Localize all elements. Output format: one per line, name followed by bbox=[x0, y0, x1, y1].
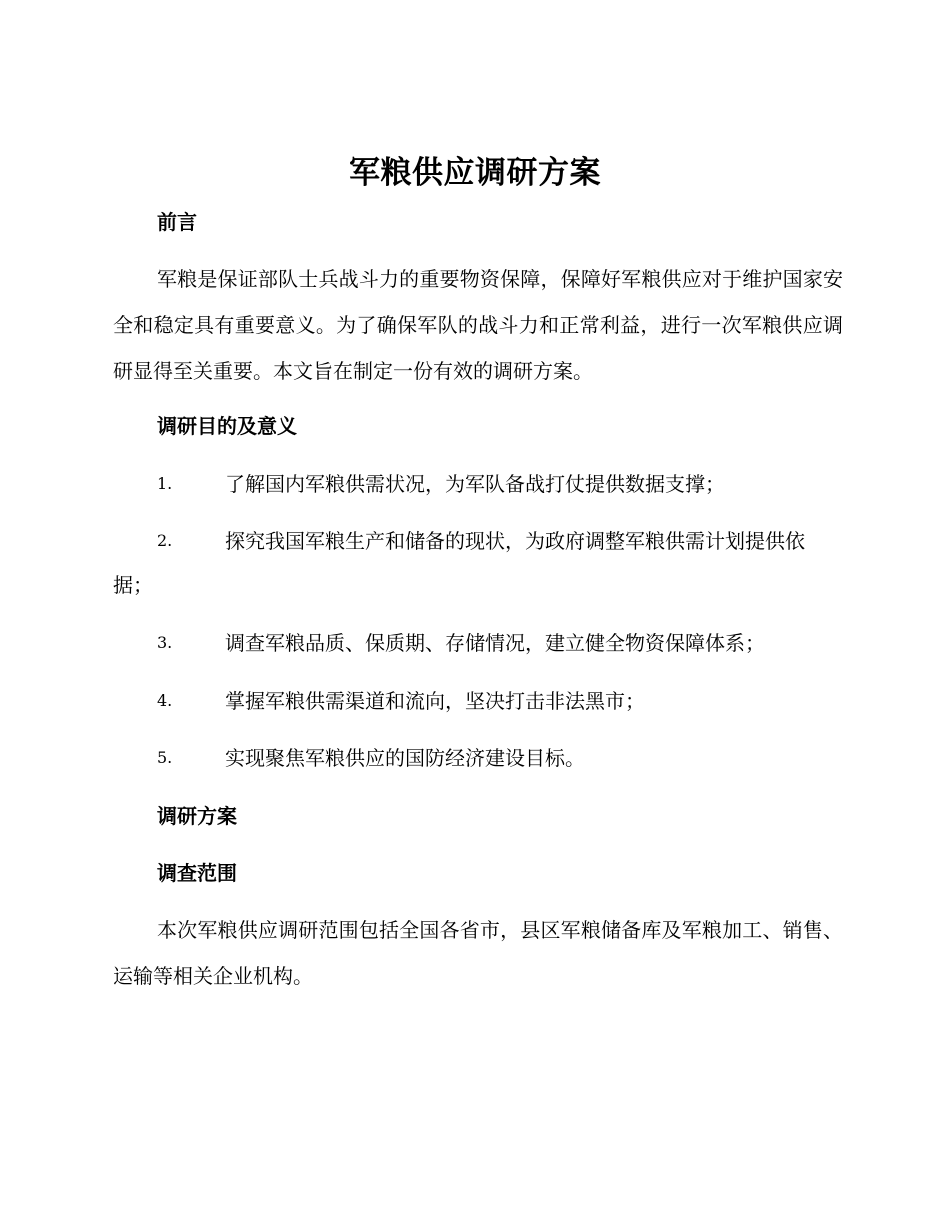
list-item-text: 调查军粮品质、保质期、存储情况，建立健全物资保障体系； bbox=[225, 631, 765, 655]
list-item-number: 5. bbox=[157, 748, 173, 767]
section-heading-purpose: 调研目的及意义 bbox=[157, 414, 297, 438]
document-title: 军粮供应调研方案 bbox=[349, 155, 601, 191]
list-item-text: 探究我国军粮生产和储备的现状，为政府调整军粮供需计划提供依据； bbox=[113, 529, 805, 597]
preface-paragraph: 军粮是保证部队士兵战斗力的重要物资保障，保障好军粮供应对于维护国家安全和稳定具有重要意义。为了确保军队的战斗力和正常利益，进行一次军粮供应调研显得至关重要。本文旨在制定一份有效的调研方案。 bbox=[113, 267, 843, 383]
list-item-number: 3. bbox=[157, 633, 173, 652]
scope-paragraph: 本次军粮供应调研范围包括全国各省市，县区军粮储备库及军粮加工、销售、运输等相关企业机构。 bbox=[113, 918, 843, 988]
list-item-number: 1. bbox=[157, 474, 173, 493]
list-item-number: 4. bbox=[157, 691, 173, 710]
section-heading-plan: 调研方案 bbox=[157, 804, 237, 828]
list-item-number: 2. bbox=[157, 531, 173, 550]
list-item-text: 掌握军粮供需渠道和流向，坚决打击非法黑市； bbox=[225, 689, 645, 713]
section-heading-preface: 前言 bbox=[157, 210, 197, 234]
list-item-text: 实现聚焦军粮供应的国防经济建设目标。 bbox=[225, 746, 585, 770]
section-heading-scope: 调查范围 bbox=[157, 861, 237, 885]
list-item-text: 了解国内军粮供需状况，为军队备战打仗提供数据支撑； bbox=[225, 472, 725, 496]
